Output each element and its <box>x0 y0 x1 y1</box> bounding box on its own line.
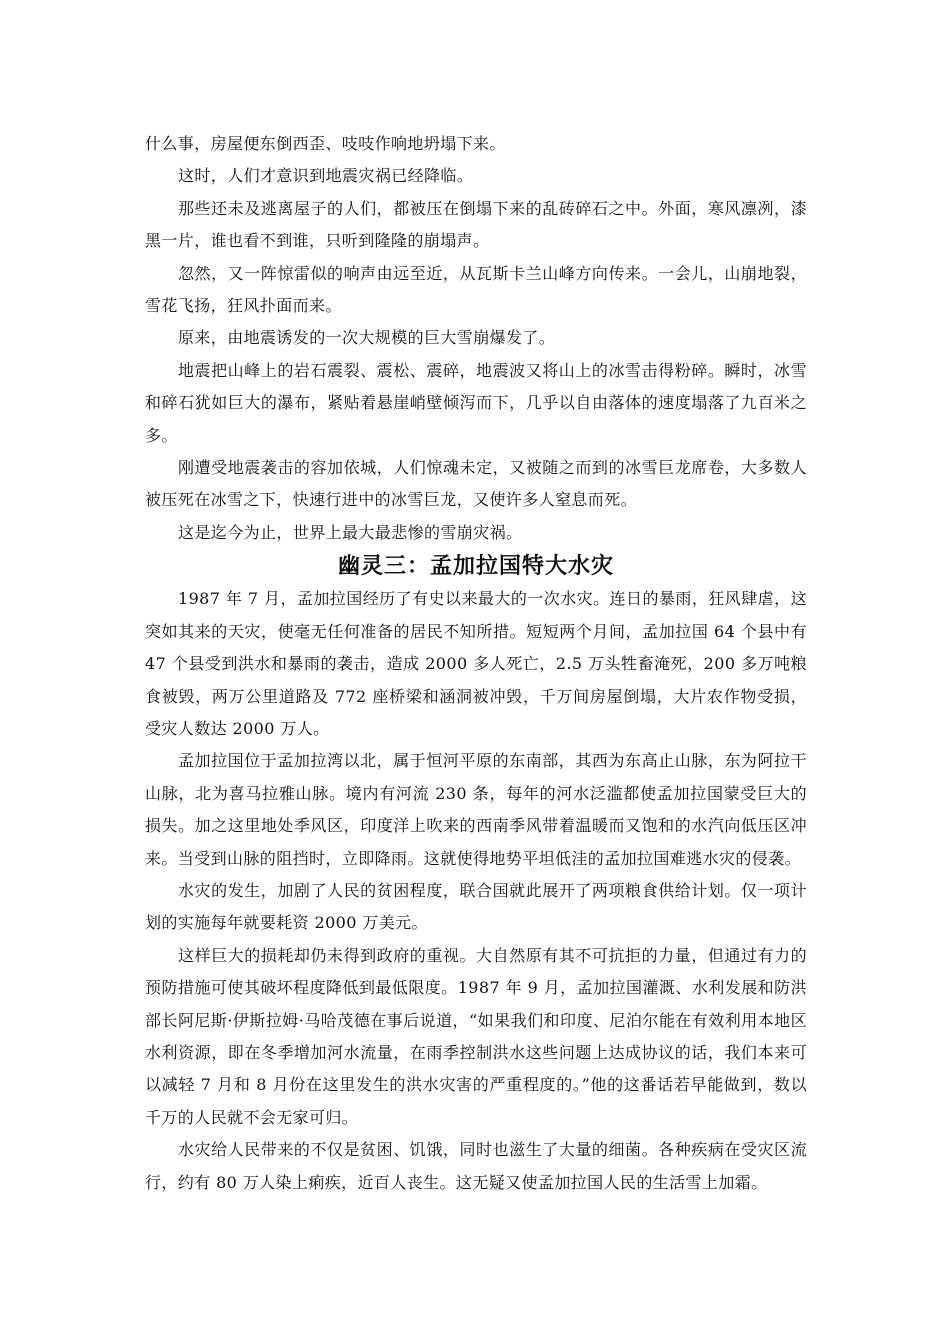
paragraph-continued: 什么事，房屋便东倒西歪、吱吱作响地坍塌下来。 <box>145 134 506 153</box>
document-page <box>145 128 807 1199</box>
paragraph: 地震把山峰上的岩石震裂、震松、震碎，地震波又将山上的冰雪击得粉碎。瞬时，冰雪和碎石犹如巨大的瀑布，紧贴着悬崖峭壁倾泻而下，几乎以自由落体的速度塌落了九百米之多。 <box>145 360 807 445</box>
paragraph: 这样巨大的损耗却仍未得到政府的重视。大自然原有其不可抗拒的力量，但通过有力的预防措施可使其破坏程度降低到最低限度。1987 年 9 月，孟加拉国灌溉、水利发展和防洪部长阿尼斯·伊斯拉姆·马哈茂德在事后说道，“如果我们和印度、尼泊尔能在有效利用本地区水利资源，即在冬季增加河水流量，在雨季控制洪水这些问题上达成协议的话，我们本来可以减轻 7 月和 8 月份在这里发生的洪水灾害的严重程度的。”他的这番话若早能做到，数以千万的人民就不会无家可归。 <box>145 945 807 1127</box>
paragraph: 原来，由地震诱发的一次大规模的巨大雪崩爆发了。 <box>178 328 556 348</box>
paragraph: 那些还未及逃离屋子的人们，都被压在倒塌下来的乱砖碎石之中。外面，寒风凛冽，漆黑一片，谁也看不到谁，只听到隆隆的崩塌声。 <box>145 198 807 251</box>
paragraph: 孟加拉国位于孟加拉湾以北，属于恒河平原的东南部，其西为东高止山脉，东为阿拉干山脉，北为喜马拉雅山脉。境内有河流 230 条，每年的河水泛滥都使孟加拉国蒙受巨大的损失。加之这里地处季风区，印度洋上吹来的西南季风带着温暖而又饱和的水汽向低压区冲来。当受到山脉的阻挡时，立即降雨。这就使得地势平坦低洼的孟加拉国难逃水灾的侵袭。 <box>145 751 807 868</box>
paragraph: 1987 年 7 月，孟加拉国经历了有史以来最大的一次水灾。连日的暴雨，狂风肆虐，这突如其来的天灾，使毫无任何准备的居民不知所措。短短两个月间，孟加拉国 64 个县中有 47 个县受到洪水和暴雨的袭击，造成 2000 多人死亡，2.5 万头牲畜淹死，200 多万吨粮食被毁，两万公里道路及 772 座桥梁和涵洞被冲毁，千万间房屋倒塌，大片农作物受损，受灾人数达 2000 万人。 <box>145 589 807 738</box>
paragraph: 这是迄今为止，世界上最大最悲惨的雪崩灾祸。 <box>178 522 523 542</box>
paragraph: 水灾给人民带来的不仅是贫困、饥饿，同时也滋生了大量的细菌。各种疾病在受灾区流行，约有 80 万人染上痢疾，近百人丧生。这无疑又使孟加拉国人民的生活雪上加霜。 <box>145 1140 807 1192</box>
paragraph: 这时，人们才意识到地震灾祸已经降临。 <box>178 166 474 186</box>
section-heading: 幽灵三：孟加拉国特大水灾 <box>337 553 614 580</box>
paragraph: 忽然，又一阵惊雷似的响声由远至近，从瓦斯卡兰山峰方向传来。一会儿，山崩地裂，雪花飞扬，狂风扑面而来。 <box>145 263 807 316</box>
paragraph: 刚遭受地震袭击的容加依城，人们惊魂未定，又被随之而到的冰雪巨龙席卷，大多数人被压死在冰雪之下，快速行进中的冰雪巨龙，又使许多人窒息而死。 <box>145 458 807 510</box>
paragraph: 水灾的发生，加剧了人民的贫困程度，联合国就此展开了两项粮食供给计划。仅一项计划的实施每年就要耗资 2000 万美元。 <box>145 880 807 933</box>
